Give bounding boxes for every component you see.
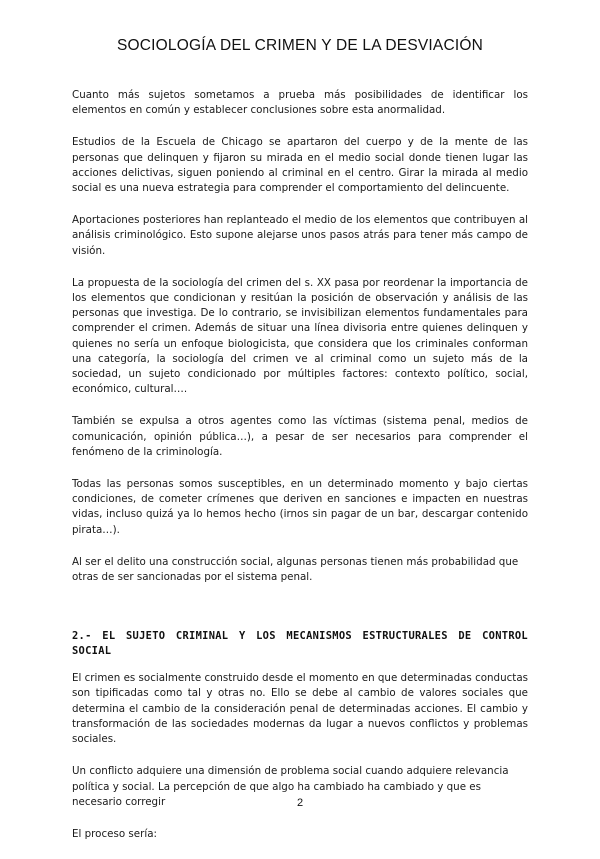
document-title: SOCIOLOGÍA DEL CRIMEN Y DE LA DESVIACIÓN: [116, 37, 484, 54]
paragraph: El crimen es socialmente construido desde el momento en que determinadas conductas son tipificadas como tal y otras no. Ello se debe al cambio de valores sociales que determina el cambio de la consideración penal de determinadas acciones. El cambio y transformación de las sociedades modernas da lugar a nuevos conflictos y problemas sociales.: [72, 672, 528, 746]
paragraph: La propuesta de la sociología del crimen del s. XX pasa por reordenar la importancia de los elementos que condicionan y resitúan la posición de observación y análisis de las personas que investiga. De lo contrario, se invisibilizan elementos fundamentales para comprender el crimen. Además de situar una línea divisoria entre quienes delinquen y quienes no sería un enfoque biologicista, que considera que los criminales conforman una categoría, la sociología del crimen ve al criminal como un sujeto más de la sociedad, un sujeto condicionado por múltiples factores: contexto político, social, económico, cultural….: [72, 276, 528, 396]
paragraph: También se expulsa a otros agentes como las víctimas (sistema penal, medios de comunicación, opinión pública…), a pesar de ser necesarios para comprender el fenómeno de la criminología.: [72, 415, 528, 458]
paragraph: Un conflicto adquiere una dimensión de problema social cuando adquiere relevancia política y social. La percepción de que algo ha cambiado ha cambiado y que es necesario corregir: [72, 765, 509, 808]
section-heading: 2.- EL SUJETO CRIMINAL Y LOS MECANISMOS ESTRUCTURALES DE CONTROL SOCIAL: [72, 630, 528, 658]
document-body: [72, 88, 528, 859]
paragraph: Cuanto más sujetos sometamos a prueba más posibilidades de identificar los elementos en común y establecer conclusiones sobre esta anormalidad.: [72, 89, 528, 117]
paragraph: Al ser el delito una construcción social, algunas personas tienen más probabilidad que otras de ser sancionadas por el sistema penal.: [72, 555, 519, 584]
page-number: 2: [296, 797, 304, 809]
paragraph: Estudios de la Escuela de Chicago se apartaron del cuerpo y de la mente de las personas que delinquen y fijaron su mirada en el medio social donde tienen lugar las acciones delictivas, siguen poniendo al criminal en el centro. Girar la mirada al medio social es una nueva estrategia para comprender el comportamiento del delincuente.: [72, 136, 528, 195]
paragraph: Aportaciones posteriores han replanteado el medio de los elementos que contribuyen al análisis criminológico. Esto supone alejarse unos pasos atrás para tener más campo de visión.: [72, 214, 528, 257]
paragraph: El proceso sería:: [72, 827, 157, 840]
paragraph: Todas las personas somos susceptibles, en un determinado momento y bajo ciertas condiciones, de cometer crímenes que deriven en sanciones e impacten en nuestras vidas, incluso quizá ya lo hemos hecho (irnos sin pagar de un bar, descargar contenido pirata…).: [72, 478, 528, 536]
